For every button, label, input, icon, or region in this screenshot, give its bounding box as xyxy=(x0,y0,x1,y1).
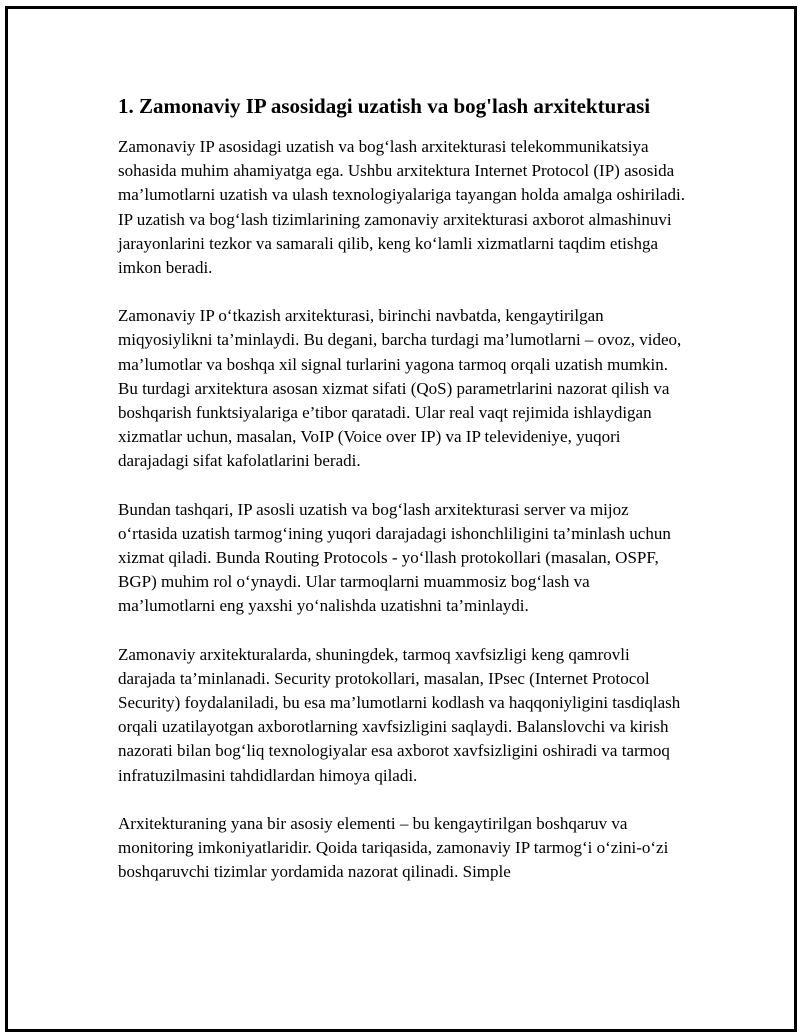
paragraph-1: Zamonaviy IP asosidagi uzatish va bog‘lash arxitekturasi telekommunikatsiya sohasida muhim ahamiyatga ega. Ushbu arxitektura Internet Protocol (IP) asosida ma’lumotlarni uzatish va ulash texnologiyalariga tayangan holda amalga oshiriladi. IP uzatish va bog‘lash tizimlarining zamonaviy arxitekturasi axborot almashinuvi jarayonlarini tezkor va samarali qilib, keng ko‘lamli xizmatlarni taqdim etishga imkon beradi. xyxy=(118,137,685,278)
paragraph-4: Zamonaviy arxitekturalarda, shuningdek, tarmoq xavfsizligi keng qamrovli darajada ta’minlanadi. Security protokollari, masalan, IPsec (Internet Protocol Security) foydalaniladi, bu esa ma’lumotlarni kodlash va haqqoniyligini tasdiqlash orqali uzatilayotgan axborotlarning xavfsizligini saqlaydi. Balanslovchi va kirish nazorati bilan bog‘liq texnologiyalar esa axborot xavfsizligini oshiradi va tarmoq infratuzilmasini tahdidlardan himoya qiladi. xyxy=(118,644,681,785)
paragraph-3: Bundan tashqari, IP asosli uzatish va bog‘lash arxitekturasi server va mijoz o‘rtasida uzatish tarmog‘ining yuqori darajadagi ishonchliligini ta’minlash uchun xizmat qiladi. Bunda Routing Protocols - yo‘llash protokollari (masalan, OSPF, BGP) muhim rol o‘ynaydi. Ular tarmoqlarni muammosiz bog‘lash va ma’lumotlarni eng yaxshi yo‘nalishda uzatishni ta’minlaydi. xyxy=(118,499,671,616)
paragraph-2: Zamonaviy IP o‘tkazish arxitekturasi, birinchi navbatda, kengaytirilgan miqyosiylikni ta’minlaydi. Bu degani, barcha turdagi ma’lumotlarni – ovoz, video, ma’lumotlar va boshqa xil signal turlarini yagona tarmoq orqali uzatish mumkin. Bu turdagi arxitektura asosan xizmat sifati (QoS) parametrlarini nazorat qilish va boshqarish funktsiyalariga e’tibor qaratadi. Ular real vaqt rejimida ishlaydigan xizmatlar uchun, masalan, VoIP (Voice over IP) va IP televideniye, yuqori darajadagi sifat kafolatlarini beradi. xyxy=(118,306,682,471)
paragraph-5: Arxitekturaning yana bir asosiy elementi – bu kengaytirilgan boshqaruv va monitoring imkoniyatlaridir. Qoida tariqasida, zamonaviy IP tarmog‘i o‘zini-o‘zi boshqaruvchi tizimlar yordamida nazorat qilinadi. Simple xyxy=(118,813,669,882)
document-body xyxy=(118,92,688,884)
section-heading: 1. Zamonaviy IP asosidagi uzatish va bog'lash arxitekturasi xyxy=(118,94,651,118)
